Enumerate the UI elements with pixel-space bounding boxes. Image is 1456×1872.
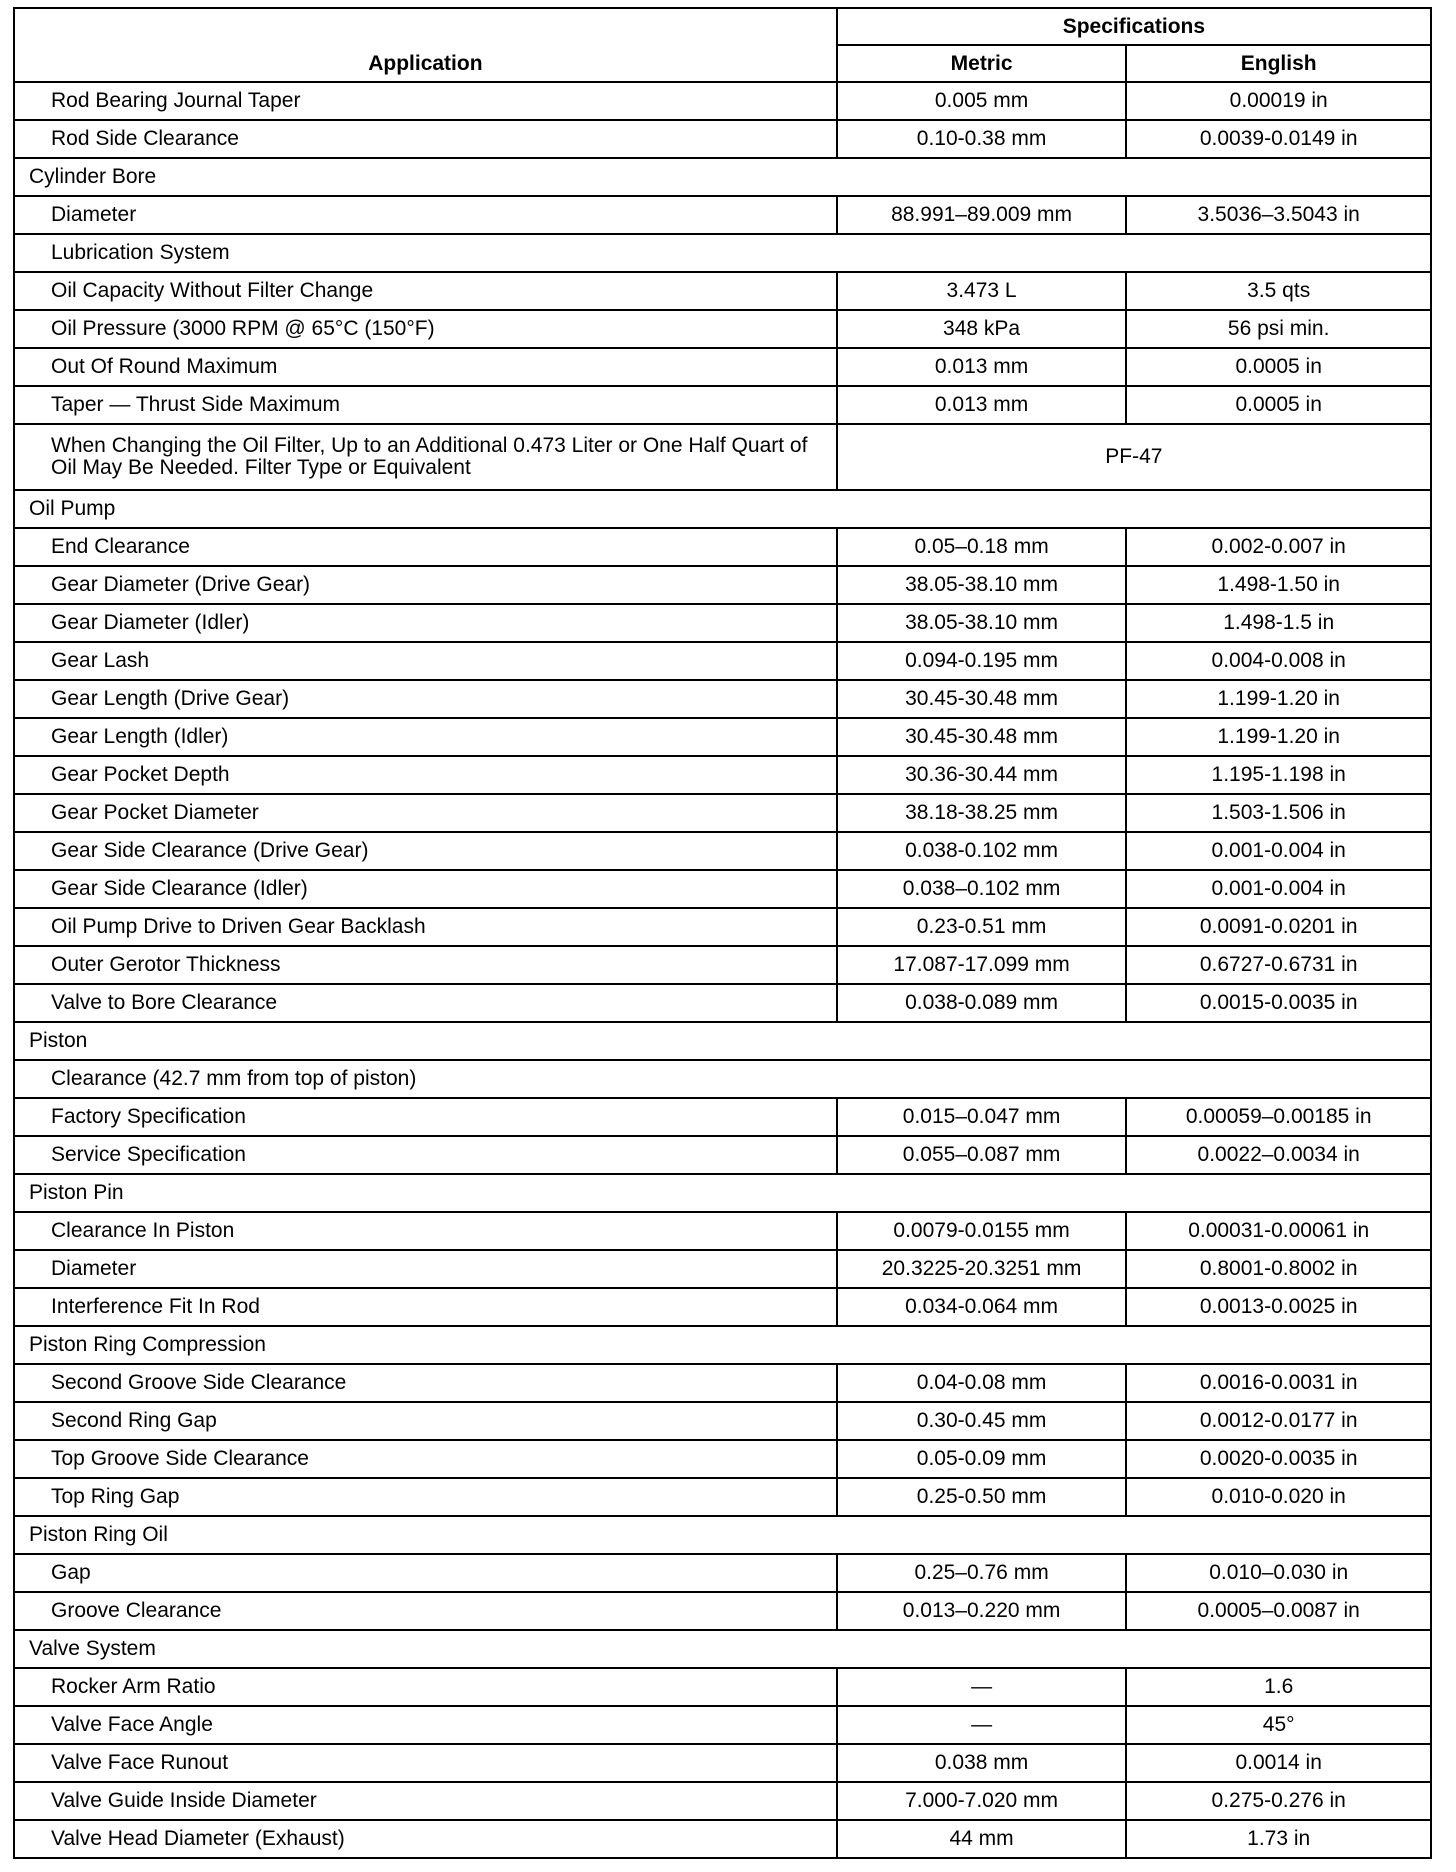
merged-spec-cell: PF-47	[837, 424, 1431, 490]
english-cell: 1.199-1.20 in	[1126, 718, 1431, 756]
english-cell: 0.0016-0.0031 in	[1126, 1364, 1431, 1402]
section-label: Piston Ring Compression	[14, 1326, 1431, 1364]
application-cell: Gear Length (Drive Gear)	[14, 680, 837, 718]
section-row	[14, 1326, 1431, 1364]
table-row	[14, 1744, 1431, 1782]
application-cell: Gear Diameter (Drive Gear)	[14, 566, 837, 604]
application-cell: Oil Pump Drive to Driven Gear Backlash	[14, 908, 837, 946]
table-row	[14, 832, 1431, 870]
section-label: Piston	[14, 1022, 1431, 1060]
table-row	[14, 604, 1431, 642]
table-row	[14, 1136, 1431, 1174]
table-row	[14, 1098, 1431, 1136]
specifications-table	[13, 7, 1432, 1859]
english-cell: 0.010-0.020 in	[1126, 1478, 1431, 1516]
metric-cell: 0.034-0.064 mm	[837, 1288, 1127, 1326]
english-cell: 56 psi min.	[1126, 310, 1431, 348]
application-cell: Gear Lash	[14, 642, 837, 680]
metric-cell: —	[837, 1706, 1127, 1744]
english-cell: 0.010–0.030 in	[1126, 1554, 1431, 1592]
table-row	[14, 310, 1431, 348]
application-cell: Clearance In Piston	[14, 1212, 837, 1250]
application-cell: Factory Specification	[14, 1098, 837, 1136]
table-row	[14, 1706, 1431, 1744]
english-cell: 0.0005 in	[1126, 348, 1431, 386]
metric-cell: 30.45-30.48 mm	[837, 680, 1127, 718]
metric-cell: 0.23-0.51 mm	[837, 908, 1127, 946]
table-row	[14, 680, 1431, 718]
english-cell: 0.8001-0.8002 in	[1126, 1250, 1431, 1288]
application-cell: Out Of Round Maximum	[14, 348, 837, 386]
header-english: English	[1126, 45, 1431, 82]
table-row	[14, 1250, 1431, 1288]
metric-cell: 0.0079-0.0155 mm	[837, 1212, 1127, 1250]
metric-cell: 0.038-0.089 mm	[837, 984, 1127, 1022]
table-row	[14, 1212, 1431, 1250]
table-row	[14, 386, 1431, 424]
metric-cell: 0.038 mm	[837, 1744, 1127, 1782]
application-cell: Second Ring Gap	[14, 1402, 837, 1440]
section-label: Valve System	[14, 1630, 1431, 1668]
table-row	[14, 1440, 1431, 1478]
table-row	[14, 566, 1431, 604]
table-row	[14, 348, 1431, 386]
english-cell: 0.00059–0.00185 in	[1126, 1098, 1431, 1136]
metric-cell: 38.05-38.10 mm	[837, 566, 1127, 604]
metric-cell: 0.038-0.102 mm	[837, 832, 1127, 870]
english-cell: 0.00019 in	[1126, 82, 1431, 120]
application-cell: Service Specification	[14, 1136, 837, 1174]
table-row	[14, 946, 1431, 984]
metric-cell: 7.000-7.020 mm	[837, 1782, 1127, 1820]
table-row	[14, 984, 1431, 1022]
section-row	[14, 1630, 1431, 1668]
table-row	[14, 196, 1431, 234]
application-cell: Gear Pocket Depth	[14, 756, 837, 794]
metric-cell: 3.473 L	[837, 272, 1127, 310]
table-body	[14, 82, 1431, 1858]
english-cell: 45°	[1126, 1706, 1431, 1744]
metric-cell: 17.087-17.099 mm	[837, 946, 1127, 984]
table-row	[14, 82, 1431, 120]
application-cell: Oil Capacity Without Filter Change	[14, 272, 837, 310]
header-application: Application	[14, 8, 837, 82]
english-cell: 0.275-0.276 in	[1126, 1782, 1431, 1820]
english-cell: 1.195-1.198 in	[1126, 756, 1431, 794]
application-cell: When Changing the Oil Filter, Up to an Additional 0.473 Liter or One Half Quart of Oil May Be Needed. Filter Type or Equivalent	[14, 424, 837, 490]
english-cell: 0.0022–0.0034 in	[1126, 1136, 1431, 1174]
application-cell: End Clearance	[14, 528, 837, 566]
header-metric: Metric	[837, 45, 1127, 82]
english-cell: 1.6	[1126, 1668, 1431, 1706]
english-cell: 0.0091-0.0201 in	[1126, 908, 1431, 946]
table-row	[14, 756, 1431, 794]
section-row	[14, 1516, 1431, 1554]
metric-cell: 348 kPa	[837, 310, 1127, 348]
metric-cell: 0.25–0.76 mm	[837, 1554, 1127, 1592]
section-row	[14, 1060, 1431, 1098]
section-label: Lubrication System	[14, 234, 1431, 272]
english-cell: 3.5036–3.5043 in	[1126, 196, 1431, 234]
metric-cell: 30.45-30.48 mm	[837, 718, 1127, 756]
metric-cell: 0.013 mm	[837, 348, 1127, 386]
english-cell: 1.199-1.20 in	[1126, 680, 1431, 718]
table-row	[14, 1820, 1431, 1858]
english-cell: 0.0015-0.0035 in	[1126, 984, 1431, 1022]
english-cell: 1.498-1.50 in	[1126, 566, 1431, 604]
english-cell: 0.001-0.004 in	[1126, 832, 1431, 870]
english-cell: 3.5 qts	[1126, 272, 1431, 310]
metric-cell: —	[837, 1668, 1127, 1706]
table-row	[14, 1592, 1431, 1630]
table-row	[14, 1668, 1431, 1706]
english-cell: 1.498-1.5 in	[1126, 604, 1431, 642]
metric-cell: 0.013 mm	[837, 386, 1127, 424]
table-row	[14, 642, 1431, 680]
section-row	[14, 1022, 1431, 1060]
section-row	[14, 234, 1431, 272]
metric-cell: 0.05–0.18 mm	[837, 528, 1127, 566]
english-cell: 0.0013-0.0025 in	[1126, 1288, 1431, 1326]
metric-cell: 38.18-38.25 mm	[837, 794, 1127, 832]
metric-cell: 0.30-0.45 mm	[837, 1402, 1127, 1440]
english-cell: 0.0012-0.0177 in	[1126, 1402, 1431, 1440]
application-cell: Gear Side Clearance (Drive Gear)	[14, 832, 837, 870]
header-specifications: Specifications	[837, 8, 1431, 45]
section-row	[14, 1174, 1431, 1212]
application-cell: Interference Fit In Rod	[14, 1288, 837, 1326]
application-cell: Top Ring Gap	[14, 1478, 837, 1516]
english-cell: 0.0020-0.0035 in	[1126, 1440, 1431, 1478]
section-label: Piston Pin	[14, 1174, 1431, 1212]
metric-cell: 44 mm	[837, 1820, 1127, 1858]
english-cell: 0.0005–0.0087 in	[1126, 1592, 1431, 1630]
english-cell: 0.002-0.007 in	[1126, 528, 1431, 566]
application-cell: Gear Diameter (Idler)	[14, 604, 837, 642]
english-cell: 0.0005 in	[1126, 386, 1431, 424]
table-row	[14, 794, 1431, 832]
metric-cell: 0.10-0.38 mm	[837, 120, 1127, 158]
section-label: Piston Ring Oil	[14, 1516, 1431, 1554]
metric-cell: 0.005 mm	[837, 82, 1127, 120]
english-cell: 1.73 in	[1126, 1820, 1431, 1858]
application-cell: Gear Pocket Diameter	[14, 794, 837, 832]
metric-cell: 0.094-0.195 mm	[837, 642, 1127, 680]
application-cell: Taper — Thrust Side Maximum	[14, 386, 837, 424]
english-cell: 0.0039-0.0149 in	[1126, 120, 1431, 158]
table-row	[14, 870, 1431, 908]
table-row	[14, 1364, 1431, 1402]
english-cell: 0.001-0.004 in	[1126, 870, 1431, 908]
application-cell: Outer Gerotor Thickness	[14, 946, 837, 984]
table-row	[14, 1554, 1431, 1592]
application-cell: Valve Face Runout	[14, 1744, 837, 1782]
section-row	[14, 158, 1431, 196]
section-row	[14, 490, 1431, 528]
application-cell: Oil Pressure (3000 RPM @ 65°C (150°F)	[14, 310, 837, 348]
english-cell: 0.6727-0.6731 in	[1126, 946, 1431, 984]
application-cell: Valve Guide Inside Diameter	[14, 1782, 837, 1820]
table-row	[14, 1478, 1431, 1516]
table-row	[14, 718, 1431, 756]
english-cell: 0.0014 in	[1126, 1744, 1431, 1782]
metric-cell: 0.04-0.08 mm	[837, 1364, 1127, 1402]
header-row	[14, 8, 1431, 45]
application-cell: Valve Head Diameter (Exhaust)	[14, 1820, 837, 1858]
application-cell: Rod Side Clearance	[14, 120, 837, 158]
application-cell: Gear Length (Idler)	[14, 718, 837, 756]
metric-cell: 0.013–0.220 mm	[837, 1592, 1127, 1630]
application-cell: Second Groove Side Clearance	[14, 1364, 837, 1402]
application-cell: Top Groove Side Clearance	[14, 1440, 837, 1478]
application-cell: Diameter	[14, 1250, 837, 1288]
table-row	[14, 272, 1431, 310]
application-cell: Valve Face Angle	[14, 1706, 837, 1744]
metric-cell: 0.25-0.50 mm	[837, 1478, 1127, 1516]
english-cell: 0.004-0.008 in	[1126, 642, 1431, 680]
application-cell: Diameter	[14, 196, 837, 234]
metric-cell: 88.991–89.009 mm	[837, 196, 1127, 234]
english-cell: 0.00031-0.00061 in	[1126, 1212, 1431, 1250]
metric-cell: 0.05-0.09 mm	[837, 1440, 1127, 1478]
table-row	[14, 1288, 1431, 1326]
table-row	[14, 120, 1431, 158]
application-cell: Groove Clearance	[14, 1592, 837, 1630]
section-label: Cylinder Bore	[14, 158, 1431, 196]
application-cell: Rocker Arm Ratio	[14, 1668, 837, 1706]
application-cell: Valve to Bore Clearance	[14, 984, 837, 1022]
application-cell: Gear Side Clearance (Idler)	[14, 870, 837, 908]
application-cell: Rod Bearing Journal Taper	[14, 82, 837, 120]
table-row	[14, 1402, 1431, 1440]
metric-cell: 0.055–0.087 mm	[837, 1136, 1127, 1174]
metric-cell: 0.038–0.102 mm	[837, 870, 1127, 908]
table-row	[14, 908, 1431, 946]
section-label: Clearance (42.7 mm from top of piston)	[14, 1060, 1431, 1098]
metric-cell: 20.3225-20.3251 mm	[837, 1250, 1127, 1288]
table-row	[14, 528, 1431, 566]
table-row	[14, 1782, 1431, 1820]
english-cell: 1.503-1.506 in	[1126, 794, 1431, 832]
metric-cell: 0.015–0.047 mm	[837, 1098, 1127, 1136]
application-cell: Gap	[14, 1554, 837, 1592]
metric-cell: 38.05-38.10 mm	[837, 604, 1127, 642]
section-label: Oil Pump	[14, 490, 1431, 528]
metric-cell: 30.36-30.44 mm	[837, 756, 1127, 794]
table-row	[14, 424, 1431, 490]
